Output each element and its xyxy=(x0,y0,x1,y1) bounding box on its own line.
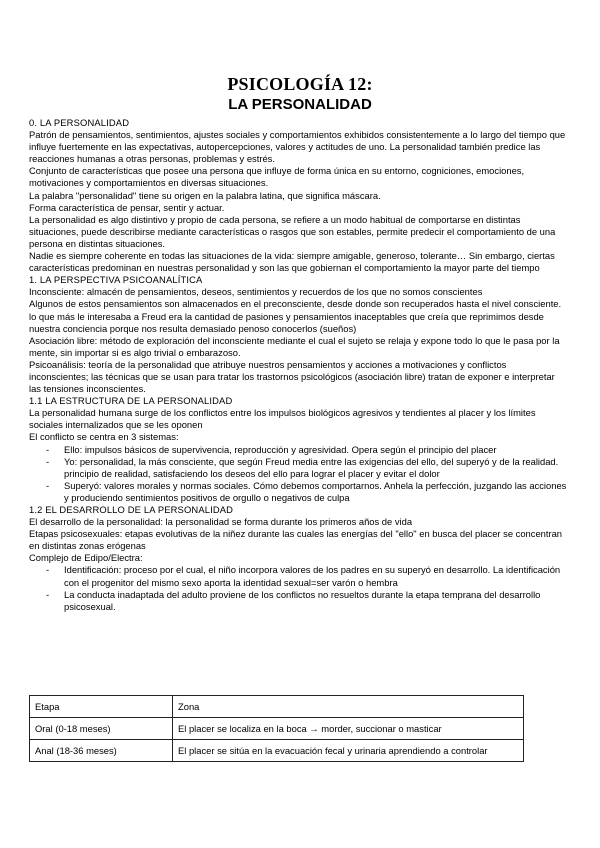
paragraph: Inconsciente: almacén de pensamientos, deseos, sentimientos y recuerdos de los que no somos conscientes xyxy=(29,286,483,298)
paragraph: La personalidad humana surge de los conflictos entre los impulsos biológicos agresivos y tendientes al placer y los límites sociales internalizados que se les oponen xyxy=(29,407,536,431)
table-row xyxy=(30,718,524,740)
section-heading-estructura: 1.1 LA ESTRUCTURA DE LA PERSONALIDAD xyxy=(29,395,233,407)
paragraph: Forma característica de pensar, sentir y actuar. xyxy=(29,201,225,213)
table-header-cell: Etapa xyxy=(30,696,173,718)
table-header-cell: Zona xyxy=(173,696,524,718)
document-title: PSICOLOGÍA 12: xyxy=(227,74,373,94)
paragraph: Conjunto de características que posee una persona que influye de forma única en su entorno, cogniciones, emociones, motivaciones y comportamientos en diversas situaciones. xyxy=(29,165,525,189)
table-row xyxy=(30,740,524,762)
list-item: - Identificación: proceso por el cual, el niño incorpora valores de los padres en su superyó en desarrollo. La identificación con el progenitor del mismo sexo aporta la identidad sexual=ser varón o hembra xyxy=(64,564,567,588)
list-item: - Superyó: valores morales y normas sociales. Cómo debemos comportarnos. Anhela la perfección, juzgando las acciones y produciendo sentimientos positivos de orgullo o negativos de culpa xyxy=(64,480,567,504)
paragraph: Complejo de Edipo/Electra: xyxy=(29,552,143,564)
paragraph: Asociación libre: método de exploración del inconsciente mediante el cual el sujeto se relaja y expone todo lo que le pasa por la mente, sin importar si es algo trivial o embarazoso. xyxy=(29,334,560,358)
paragraph: Patrón de pensamientos, sentimientos, ajustes sociales y comportamientos exhibidos consistentemente a lo largo del tiempo que influye fuertemente en las expectativas, autopercepciones, valores y actitudes de uno. La personalidad también predice las reacciones humanas a otras personas, problemas y estrés. xyxy=(29,129,566,165)
paragraph: Etapas psicosexuales: etapas evolutivas de la niñez durante las cuales las energías del "ello" en busca del placer se concentran en distintas zonas erógenas xyxy=(29,528,563,552)
table-cell: El placer se localiza en la boca → morder, succionar o masticar xyxy=(173,718,524,740)
table-cell: El placer se sitúa en la evacuación fecal y urinaria aprendiendo a controlar xyxy=(173,740,524,762)
section-heading-psicoanalitica: 1. LA PERSPECTIVA PSICOANALÍTICA xyxy=(29,274,203,286)
systems-list xyxy=(29,444,567,504)
paragraph: Psicoanálisis: teoría de la personalidad que atribuye nuestros pensamientos y acciones a motivaciones y conflictos inconscientes; las técnicas que se usan para tratar los trastornos psicológicos (asociación libre) tratan de exponer e interpretar las tensiones inconscientes. xyxy=(29,358,555,395)
table-cell: Anal (18-36 meses) xyxy=(30,740,173,762)
paragraph: El desarrollo de la personalidad: la personalidad se forma durante los primeros años de vida xyxy=(29,516,413,528)
list-item: - Ello: impulsos básicos de supervivencia, reproducción y agresividad. Opera según el principio del placer xyxy=(64,444,567,456)
paragraph: Nadie es siempre coherente en todas las situaciones de la vida: siempre amigable, generoso, tolerante… Sin embargo, ciertas características predominan en nuestras personalidad y son las que gobiernan el comportamiento la mayor parte del tiempo xyxy=(29,250,555,274)
edipo-list xyxy=(29,564,567,612)
list-item: - Yo: personalidad, la más consciente, que según Freud media entre las exigencias del ello, del superyó y de la realidad. principio de realidad, satisfaciendo los deseos del ello para lograr el placer y evitar el dolor xyxy=(64,456,567,480)
paragraph: El conflicto se centra en 3 sistemas: xyxy=(29,431,179,443)
list-item: - La conducta inadaptada del adulto proviene de los conflictos no resueltos durante la etapa temprana del desarrollo psicosexual. xyxy=(64,589,567,613)
section-heading-desarrollo: 1.2 EL DESARROLLO DE LA PERSONALIDAD xyxy=(29,504,234,515)
table-header-row xyxy=(30,696,524,718)
document-subtitle: LA PERSONALIDAD xyxy=(228,96,372,113)
table-cell: Oral (0-18 meses) xyxy=(30,718,173,740)
paragraph: La palabra "personalidad" tiene su origen en la palabra latina, que significa máscara. xyxy=(29,189,381,201)
section-heading-personalidad: 0. LA PERSONALIDAD xyxy=(29,117,130,128)
paragraph: Algunos de estos pensamientos son almacenados en el preconsciente, desde donde son recuperados hasta el nivel consciente. lo que más le interesaba a Freud era la cantidad de pasiones y pensamientos inaceptables que creía que reprimimos desde nuestra conciencia porque nos resulta demasiado penoso conocerlos (sueños) xyxy=(29,298,562,334)
document-body xyxy=(29,117,567,613)
stages-table xyxy=(29,695,524,762)
paragraph: La personalidad es algo distintivo y propio de cada persona, se refiere a un modo habitual de comportarse en distintas situaciones, puede describirse mediante características o rasgos que son estables, permite predecir el comportamiento de una persona en distintas situaciones. xyxy=(29,213,556,249)
